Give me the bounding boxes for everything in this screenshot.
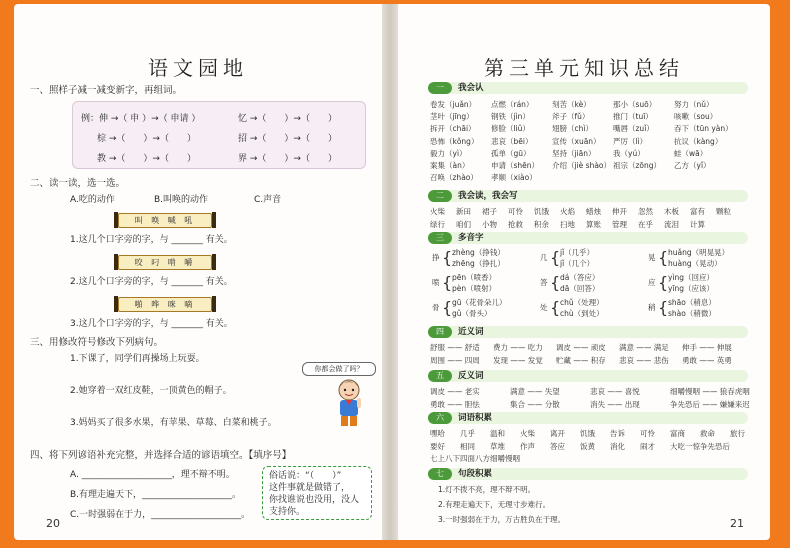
q4-item-b: B.有理走遍天下，____________________。 <box>70 490 242 500</box>
word-item: 伸开 <box>612 207 627 216</box>
word-item: 茎叶（jīng） <box>430 112 474 122</box>
right-page-title: 第三单元知识总结 <box>484 56 684 80</box>
word-item: 木板 <box>664 207 679 216</box>
word-item: 周围 —— 四周 <box>430 356 480 365</box>
q2-option-b: B.叫唤的动作 <box>154 195 209 205</box>
q1-row2-right: 招 →（ ）→（ ） <box>238 134 337 144</box>
q2-sentence-2: 2.这几个口字旁的字，与 _______ 有关。 <box>70 277 233 287</box>
word-item: 刻苦（kè） <box>552 100 591 109</box>
word-item: 饥饿 <box>534 207 549 216</box>
word-item: 调皮 —— 老实 <box>430 387 480 396</box>
word-item: 可怜 <box>508 207 523 216</box>
word-item: 流泪 <box>664 220 679 229</box>
word-item: 钢铁（jìn） <box>491 112 530 122</box>
word-item: 富有 <box>690 207 705 216</box>
word-item: 绿行 <box>430 220 445 229</box>
word-item: 算账 <box>586 220 601 229</box>
word-item: 救命 <box>700 429 715 438</box>
word-item: 闹才 <box>640 441 655 451</box>
section-title-2: 我会读，我会写 <box>458 191 518 201</box>
word-item: 火焰 <box>560 207 575 216</box>
polyphone-reading: shāo（稍息） <box>668 298 716 307</box>
brace-icon: { <box>658 248 669 267</box>
q3-sentence-3: 3.妈妈买了很多水果，有苹果、草莓、白菜和桃子。 <box>70 418 277 428</box>
q2-sentence-3: 3.这几个口字旁的字，与 _______ 有关。 <box>70 319 233 329</box>
polyphone-reading: pēn（喷香） <box>452 273 497 282</box>
word-item: 孝顺（xiào） <box>491 173 537 183</box>
word-item: 努力（nǔ） <box>674 100 714 109</box>
section-number-3: 三 <box>428 232 452 244</box>
word-item: 在乎 <box>638 220 653 229</box>
polyphone-char: 骨 <box>432 303 440 312</box>
brace-icon: { <box>442 298 453 317</box>
word-item: 要好 <box>430 441 445 451</box>
section-header-2 <box>428 190 748 202</box>
word-item: 吞下（tūn yàn） <box>674 124 733 134</box>
word-item: 蜡烛 <box>586 207 601 216</box>
word-item: 乙方（yǐ） <box>674 161 711 170</box>
section-number-1: 一 <box>428 82 452 94</box>
brace-icon: { <box>658 298 669 317</box>
word-item: 伸手 —— 伸展 <box>682 343 732 352</box>
polyphone-reading: zhēng（挣扎） <box>452 259 505 268</box>
polyphone-reading: huǎng（明晃晃） <box>668 248 730 257</box>
brace-icon: { <box>550 298 561 317</box>
left-page-number: 20 <box>46 517 60 530</box>
polyphone-char: 几 <box>540 253 548 262</box>
word-item: 严厉（lì） <box>613 136 648 146</box>
word-item: 离开 <box>550 429 565 438</box>
word-item: 相同 <box>460 441 475 451</box>
q1-row1-right: 忆 →（ ）→（ ） <box>238 114 337 124</box>
word-item: 颗粒 <box>716 207 731 216</box>
word-item: 管理 <box>612 220 627 229</box>
word-item: 嘴唇（zuǐ） <box>613 124 654 134</box>
word-item: 扫地 <box>560 220 575 229</box>
word-item: 四面八方 <box>460 454 490 464</box>
word-item: 点燃（rán） <box>491 100 534 109</box>
word-item: 裙子 <box>482 207 497 216</box>
word-item: 争先恐后 —— 嫌嫌来迟 <box>670 400 750 409</box>
word-item: 咳嗽（sou） <box>674 112 718 122</box>
section-title-3: 多音字 <box>458 233 484 243</box>
right-page <box>398 4 770 540</box>
section-number-7: 七 <box>428 468 452 480</box>
proverb-box <box>262 466 372 520</box>
polyphone-char: 处 <box>540 303 548 312</box>
word-item: 饥饿 <box>580 429 595 438</box>
polyphone-reading: jǐ（几乎） <box>560 248 595 257</box>
q1-example-box <box>72 101 366 169</box>
word-item: 卷发（juǎn） <box>430 100 477 109</box>
word-item: 勇敢 —— 英勇 <box>682 356 732 365</box>
word-item: 集合 —— 分散 <box>510 400 560 409</box>
word-item: 费力 —— 吃力 <box>493 343 543 352</box>
word-item: 祖宗（zōng） <box>613 161 662 170</box>
word-item: 毅力（yì） <box>430 148 467 158</box>
word-item: 推门（tuī） <box>613 112 653 122</box>
polyphone-char: 答 <box>540 278 548 287</box>
word-item: 案集（àn） <box>430 161 470 170</box>
section-title-1: 我会认 <box>458 83 484 93</box>
word-item: 火柴 <box>430 207 445 216</box>
book-spine <box>382 4 398 540</box>
q3-prompt: 三、用修改符号修改下列病句。 <box>30 337 164 348</box>
word-item: 申请（shēn） <box>491 161 540 170</box>
polyphone-reading: yīng（应该） <box>668 284 715 293</box>
q4-item-a: A. ____________________，理不辩不明。 <box>70 470 235 480</box>
word-item: 草堆 <box>490 441 505 451</box>
word-item: 消化 <box>610 441 625 451</box>
word-item: 那小（suō） <box>613 100 657 109</box>
word-item: 争先恐后 <box>700 441 730 451</box>
section-header-4 <box>428 326 748 338</box>
word-item: 温和 <box>490 429 505 438</box>
student-illustration <box>330 378 368 428</box>
word-item: 火柴 <box>520 429 535 438</box>
polyphone-reading: chù（到处） <box>560 309 604 318</box>
polyphone-reading: gǔ（骨头） <box>452 309 492 318</box>
sentence-item: 3.一时强弱在于力，万古胜负在于理。 <box>438 515 566 524</box>
word-item: 细嚼慢咽 —— 狼吞虎咽 <box>670 387 750 396</box>
word-item: 孤单（gū） <box>491 148 531 158</box>
word-item: 调皮 —— 顽皮 <box>556 343 606 352</box>
word-item: 舒服 —— 舒适 <box>430 343 480 352</box>
word-item: 发现 —— 发觉 <box>493 356 543 365</box>
polyphone-reading: yìng（回应） <box>668 273 715 282</box>
left-page <box>14 4 382 540</box>
speech-bubble: 你都会做了吗？ <box>302 362 376 376</box>
proverb-line-3: 你找谁说也没用，没人 <box>269 495 360 505</box>
word-item: 抢救 <box>508 220 523 229</box>
polyphone-reading: dā（回答） <box>560 284 600 293</box>
word-item: 七上八下 <box>430 454 460 464</box>
word-item: 积余 <box>534 220 549 229</box>
polyphone-char: 挣 <box>432 253 440 262</box>
proverb-line-4: 支持你。 <box>269 507 306 517</box>
polyphone-char: 稍 <box>648 303 656 312</box>
section-title-7: 句段积累 <box>458 469 493 479</box>
section-header-1 <box>428 82 748 94</box>
polyphone-char: 应 <box>648 278 656 287</box>
word-item: 细嚼慢咽 <box>490 454 520 464</box>
word-item: 修脸（liǔ） <box>491 124 530 134</box>
polyphone-reading: huàng（晃动） <box>668 259 722 268</box>
polyphone-reading: zhèng（挣钱） <box>452 248 505 257</box>
polyphone-reading: chǔ（处理） <box>560 298 604 307</box>
q2-chars-1: 叫 唤 喊 吼 <box>118 213 212 228</box>
brace-icon: { <box>442 248 453 267</box>
q2-option-c: C.声音 <box>254 195 282 205</box>
q1-row2-left: 棕 →（ ）→（ ） <box>97 134 196 144</box>
word-item: 嘿哈 <box>430 429 445 438</box>
word-item: 新田 <box>456 207 471 216</box>
word-item: 勇敢 —— 胆怯 <box>430 400 480 409</box>
word-item: 悲哀 —— 喜悦 <box>590 387 640 396</box>
q2-chars-3: 啪 哗 咪 嘀 <box>118 297 212 312</box>
polyphone-char: 喷 <box>432 278 440 287</box>
q3-sentence-2: 2.她穿着一双红皮鞋，一顶黄色的帽子。 <box>70 386 232 396</box>
word-item: 召唤（zhào） <box>430 173 478 183</box>
word-item: 坚持（jiān） <box>552 148 596 158</box>
word-item: 大吃一惊 <box>670 441 700 451</box>
section-title-4: 近义词 <box>458 327 484 337</box>
q1-row1-left: 例：伸 →（ 申 ）→（ 申请 ） <box>81 114 201 124</box>
section-number-6: 六 <box>428 412 452 424</box>
polyphone-reading: dá（答应） <box>560 273 600 282</box>
q4-item-c: C.一时强弱在于力，____________________。 <box>70 510 251 520</box>
q3-sentence-1: 1.下课了，同学们再操场上玩耍。 <box>70 354 205 364</box>
word-item: 可怜 <box>640 429 655 438</box>
word-item: 恐怖（kǒng） <box>430 136 479 146</box>
section-number-5: 五 <box>428 370 452 382</box>
section-header-3 <box>428 232 748 244</box>
word-item: 蛙（wā） <box>674 148 708 158</box>
q2-chars-2: 咬 叼 啃 嚼 <box>118 255 212 270</box>
word-item: 拆开（chāi） <box>430 124 476 134</box>
word-item: 悲哀（bēi） <box>491 136 533 146</box>
brace-icon: { <box>550 273 561 292</box>
word-item: 忽然 <box>638 207 653 216</box>
word-item: 旅行 <box>730 429 745 438</box>
word-item: 抗议（kàng） <box>674 136 723 146</box>
section-title-5: 反义词 <box>458 371 484 381</box>
word-item: 计算 <box>690 220 705 229</box>
q1-prompt: 一、照样子减一减变新字，再组词。 <box>30 85 183 96</box>
brace-icon: { <box>442 273 453 292</box>
sentence-item: 2.有理走遍天下，无理寸步难行。 <box>438 500 551 509</box>
right-page-number: 21 <box>730 517 744 530</box>
word-item: 咱们 <box>456 220 471 229</box>
polyphone-reading: shào（稍微） <box>668 309 716 318</box>
proverb-line-2: 这件事就是做错了， <box>269 483 351 493</box>
brace-icon: { <box>550 248 561 267</box>
word-item: 告诉 <box>610 429 625 438</box>
word-item: 作声 <box>520 441 535 451</box>
proverb-line-1: 俗话说：“（ ）” <box>269 471 342 481</box>
word-item: 悲哀 —— 悲伤 <box>619 356 669 365</box>
q1-row3-right: 界 →（ ）→（ ） <box>238 154 337 164</box>
section-header-7 <box>428 468 748 480</box>
polyphone-char: 晃 <box>648 253 656 262</box>
q2-sentence-1: 1.这几个口字旁的字，与 _______ 有关。 <box>70 235 233 245</box>
left-page-title: 语文园地 <box>148 56 248 80</box>
word-item: 富商 <box>670 429 685 438</box>
word-item: 贮藏 —— 积存 <box>556 356 606 365</box>
polyphone-reading: gū（花骨朵儿） <box>452 298 507 307</box>
word-item: 翅膀（chì） <box>552 124 593 134</box>
q2-prompt: 二、读一读，选一选。 <box>30 178 126 189</box>
word-item: 几乎 <box>460 429 475 438</box>
polyphone-reading: pèn（喷射） <box>452 284 497 293</box>
word-item: 介绍（jiè shào） <box>552 161 612 170</box>
q1-row3-left: 教 →（ ）→（ ） <box>97 154 196 164</box>
word-item: 宣传（xuān） <box>552 136 601 146</box>
word-item: 小物 <box>482 220 497 229</box>
word-item: 我（yú） <box>613 148 645 158</box>
word-item: 答应 <box>550 441 565 451</box>
section-number-2: 二 <box>428 190 452 202</box>
q4-prompt: 四、将下列谚语补充完整，并选择合适的谚语填空。【填序号】 <box>30 450 292 461</box>
word-item: 满意 —— 失望 <box>510 387 560 396</box>
section-header-5 <box>428 370 748 382</box>
q2-option-a: A.吃的动作 <box>70 195 115 205</box>
polyphone-reading: jǐ（几个） <box>560 259 595 268</box>
section-title-6: 词语积累 <box>458 413 493 423</box>
word-item: 斧子（fǔ） <box>552 112 590 122</box>
sentence-item: 1.灯不拨不亮，理不辩不明。 <box>438 485 536 494</box>
brace-icon: { <box>658 273 669 292</box>
section-header-6 <box>428 412 748 424</box>
word-item: 满意 —— 满足 <box>619 343 669 352</box>
word-item: 饭黄 <box>580 441 595 451</box>
word-item: 消失 —— 出现 <box>590 400 640 409</box>
section-number-4: 四 <box>428 326 452 338</box>
